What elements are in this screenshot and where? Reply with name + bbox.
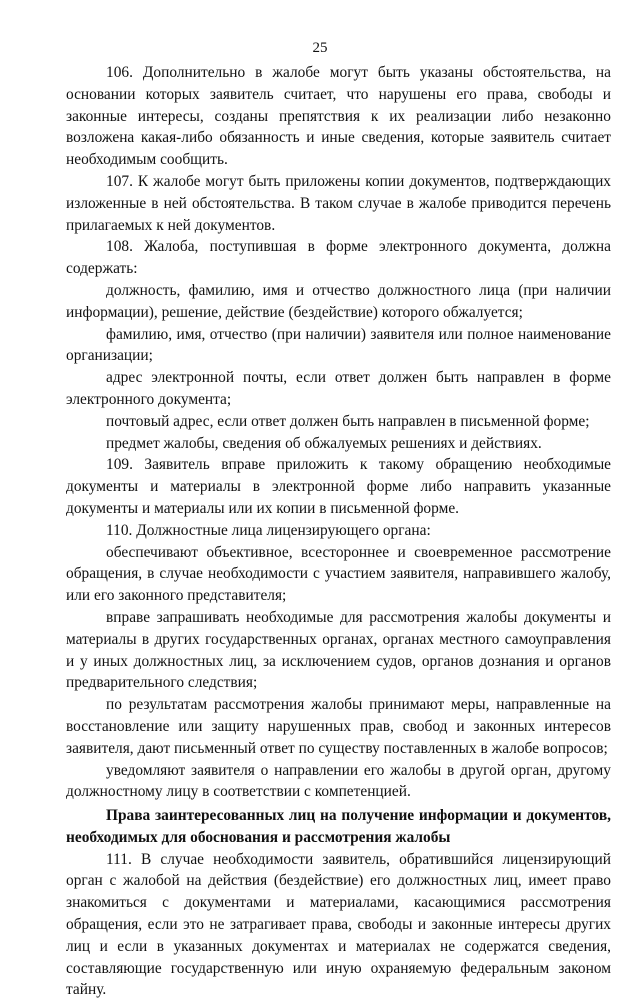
list-item: уведомляют заявителя о направлении его жалобы в другой орган, другому должностному лицу в соответствии с компетенцией. — [66, 761, 611, 801]
list-item: фамилию, имя, отчество (при наличии) заявителя или полное наименование организации; — [66, 325, 611, 365]
list-item: обеспечивают объективное, всестороннее и своевременное рассмотрение обращения, в случае необходимости с участием заявителя, направившего жалобу, или его законного представителя; — [66, 543, 611, 605]
paragraph-106: 106. Дополнительно в жалобе могут быть указаны обстоятельства, на основании которых заявитель считает, что нарушены его права, свободы и законные интересы, созданы препятствия к их реализации либо незаконно возложена какая-либо обязанность и иные сведения, которые заявитель считает необходимым сообщить. — [66, 64, 611, 169]
list-item: по результатам рассмотрения жалобы принимают меры, направленные на восстановление или защиту нарушенных прав, свобод и законных интересов заявителя, дают письменный ответ по существу поставленных в жалобе вопросов; — [66, 696, 611, 757]
paragraph-110: 110. Должностные лица лицензирующего органа: — [106, 521, 431, 539]
paragraph-108: 108. Жалоба, поступившая в форме электронного документа, должна содержать: — [66, 238, 611, 278]
section-heading: Права заинтересованных лиц на получение информации и документов, необходимых для обоснования и рассмотрения жалобы — [66, 807, 611, 846]
list-item: почтовый адрес, если ответ должен быть направлен в письменной форме; — [106, 412, 590, 430]
list-item: адрес электронной почты, если ответ должен быть направлен в форме электронного документа; — [66, 369, 611, 408]
page-number: 25 — [312, 40, 328, 56]
list-item: предмет жалобы, сведения об обжалуемых решениях и действиях. — [106, 434, 542, 452]
paragraph-109: 109. Заявитель вправе приложить к такому обращению необходимые документы и материалы в электронной форме либо направить указанные документы и материалы или их копии в письменной форме. — [66, 456, 611, 517]
paragraph-111: 111. В случае необходимости заявитель, обратившийся лицензирующий орган с жалобой на действия (бездействие) его должностных лиц, имеет право знакомиться с документами и материалами, касающимися рассмотрения обращения, если это не затрагивает права, свободы и законные интересы других лиц и если в указанных документах и материалах не содержатся сведения, составляющие государственную или иную охраняемую федеральным законом тайну. — [66, 850, 611, 999]
paragraph-107: 107. К жалобе могут быть приложены копии документов, подтверждающих изложенные в ней обстоятельства. В таком случае в жалобе приводится перечень прилагаемых к ней документов. — [66, 172, 611, 234]
list-item: должность, фамилию, имя и отчество должностного лица (при наличии информации), решение, действие (бездействие) которого обжалуется; — [66, 281, 611, 321]
list-item: вправе запрашивать необходимые для рассмотрения жалобы документы и материалы в других государственных органах, органах местного самоуправления и у иных должностных лиц, за исключением судов, органов дознания и органов предварительного следствия; — [66, 608, 611, 692]
document-body — [66, 62, 611, 1001]
